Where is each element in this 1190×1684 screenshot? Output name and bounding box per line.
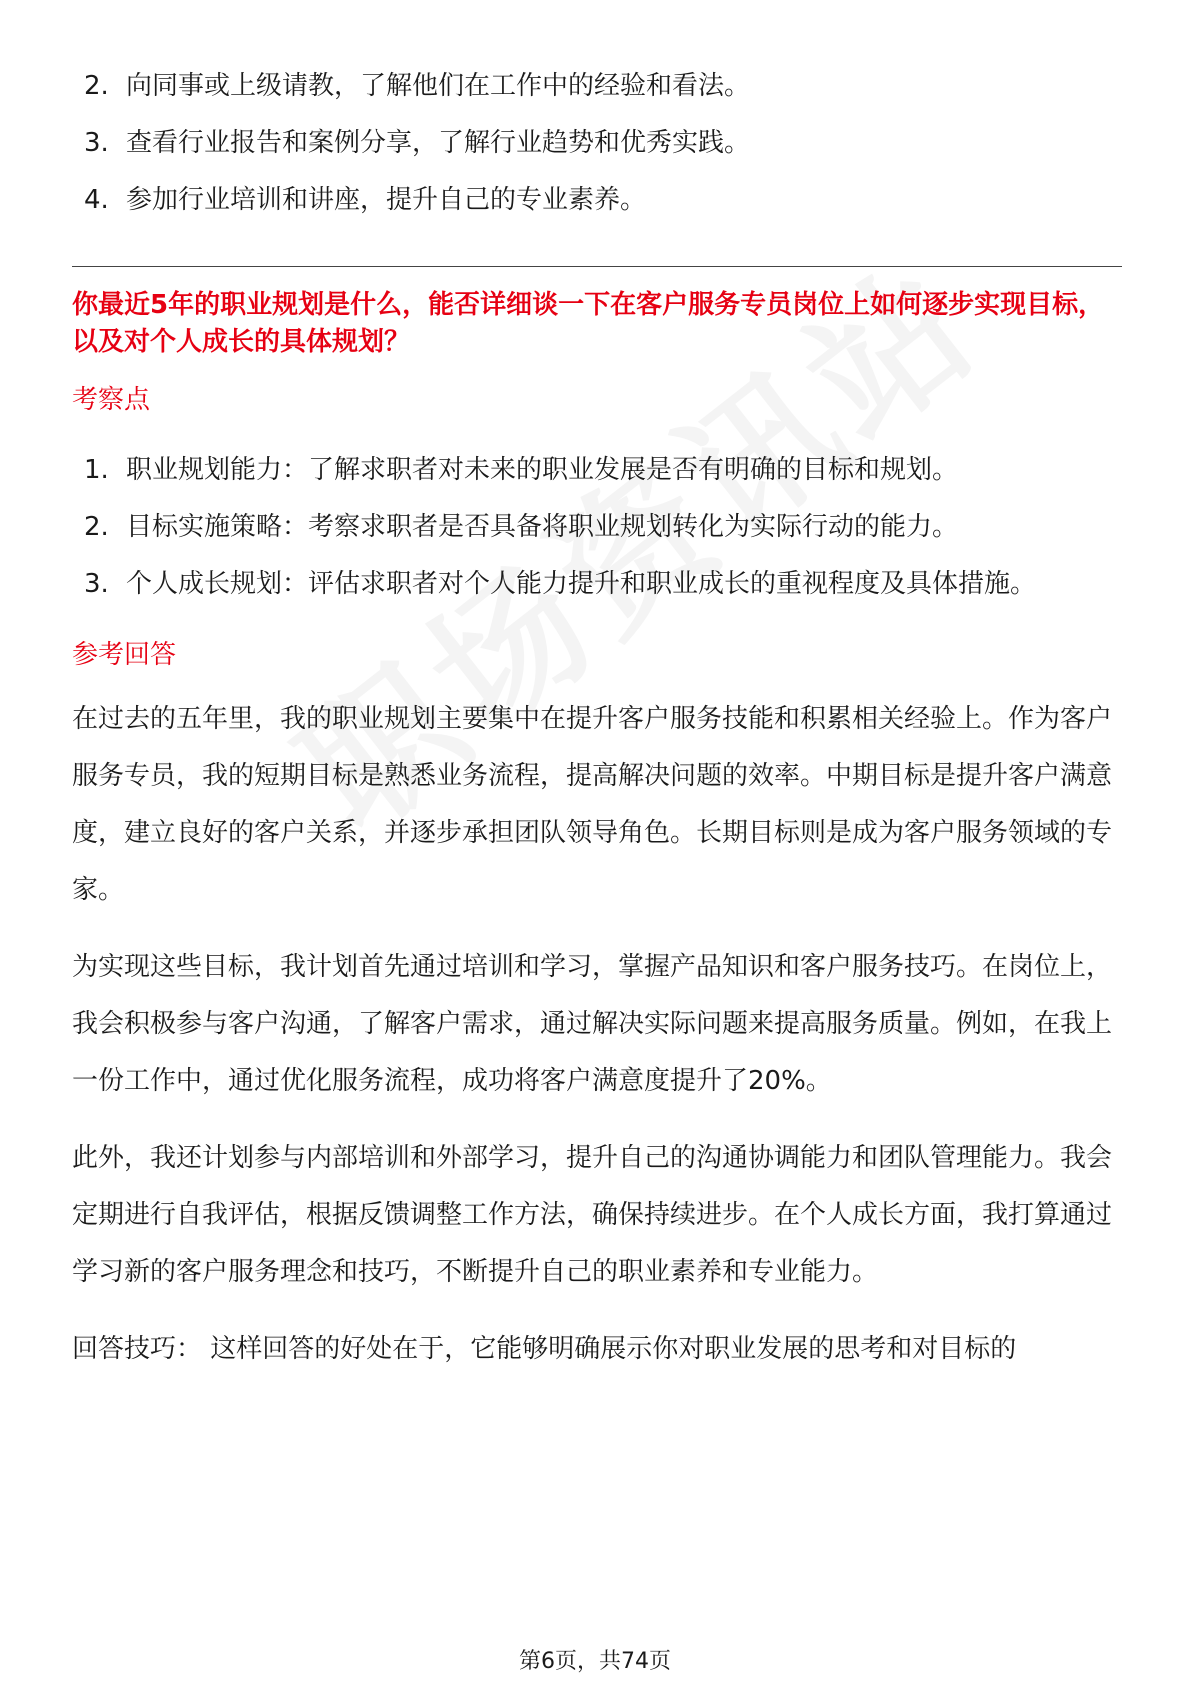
list-item-text: 目标实施策略：考察求职者是否具备将职业规划转化为实际行动的能力。 (126, 512, 959, 542)
answer-paragraph: 为实现这些目标，我计划首先通过培训和学习，掌握产品知识和客户服务技巧。在岗位上，我会积极参与客户沟通，了解客户需求，通过解决实际问题来提高服务质量。例如，在我上一份工作中，通过优化服务流程，成功将客户满意度提升了20%。 (72, 952, 1113, 1096)
list-item-text: 个人成长规划：评估求职者对个人能力提升和职业成长的重视程度及具体措施。 (126, 569, 1037, 599)
points-list (72, 442, 1122, 613)
list-item (72, 115, 1122, 172)
list-item-text: 向同事或上级请教，了解他们在工作中的经验和看法。 (126, 71, 751, 101)
answer-tip: 回答技巧： 这样回答的好处在于，它能够明确展示你对职业发展的思考和对目标的 (72, 1334, 1017, 1364)
list-item (72, 556, 1122, 613)
points-heading: 考察点 (72, 385, 151, 415)
page-content (72, 58, 1122, 1378)
answer-paragraph: 在过去的五年里，我的职业规划主要集中在提升客户服务技能和积累相关经验上。作为客户服务专员，我的短期目标是熟悉业务流程，提高解决问题的效率。中期目标是提升客户满意度，建立良好的客户关系，并逐步承担团队领导角色。长期目标则是成为客户服务领域的专家。 (72, 704, 1113, 905)
list-item (72, 172, 1122, 229)
list-item-number: 2. (84, 512, 109, 542)
list-item-number: 3. (84, 569, 109, 599)
list-item (72, 442, 1122, 499)
section-divider (72, 266, 1122, 267)
list-item (72, 58, 1122, 115)
list-item-number: 4. (84, 185, 109, 215)
continued-list (72, 58, 1122, 229)
list-item-number: 3. (84, 128, 109, 158)
interview-question: 你最近5年的职业规划是什么，能否详细谈一下在客户服务专员岗位上如何逐步实现目标，以及对个人成长的具体规划？ (72, 290, 1105, 357)
list-item-text: 职业规划能力：了解求职者对未来的职业发展是否有明确的目标和规划。 (126, 455, 959, 485)
list-item-number: 2. (84, 71, 109, 101)
list-item-text: 参加行业培训和讲座，提升自己的专业素养。 (126, 185, 647, 215)
list-item-text: 查看行业报告和案例分享，了解行业趋势和优秀实践。 (126, 128, 751, 158)
answer-paragraph: 此外，我还计划参与内部培训和外部学习，提升自己的沟通协调能力和团队管理能力。我会定期进行自我评估，根据反馈调整工作方法，确保持续进步。在个人成长方面，我打算通过学习新的客户服务理念和技巧，不断提升自己的职业素养和专业能力。 (72, 1143, 1113, 1287)
page-number: 第6页，共74页 (519, 1649, 671, 1674)
answer-heading: 参考回答 (72, 640, 177, 670)
answer-body (72, 691, 1122, 1378)
list-item-number: 1. (84, 455, 109, 485)
list-item (72, 499, 1122, 556)
